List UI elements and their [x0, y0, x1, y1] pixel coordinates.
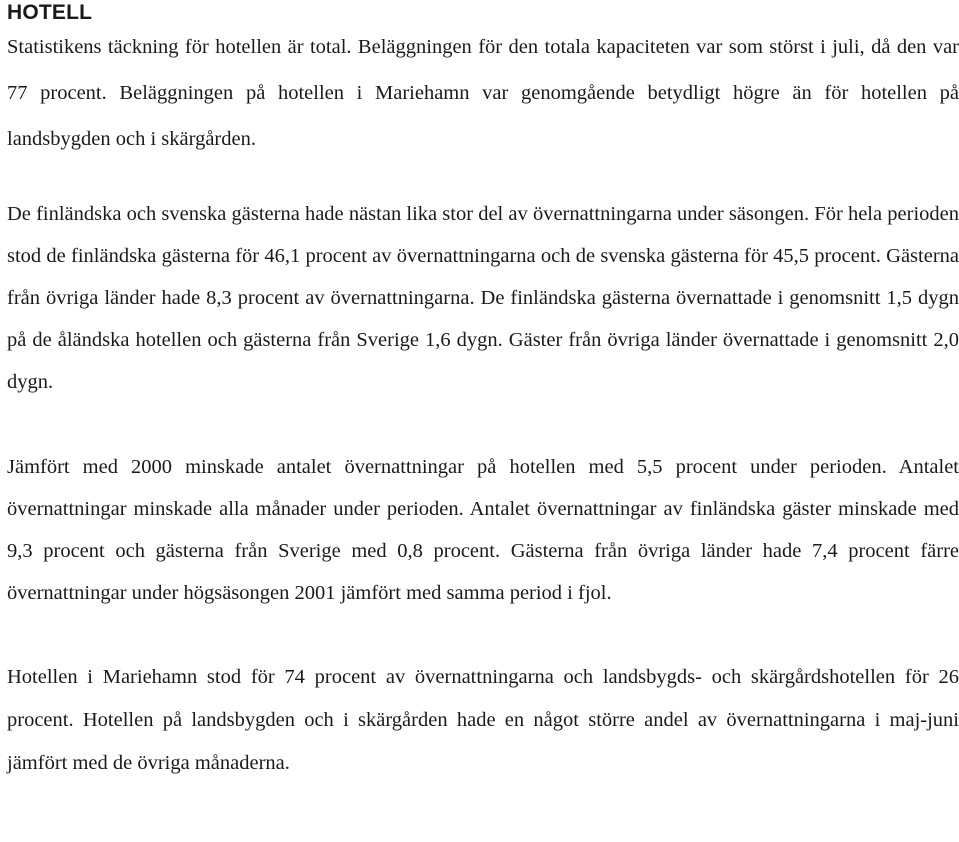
- document-page: [7, 0, 959, 785]
- paragraph-hotel-coverage: Statistikens täckning för hotellen är total. Beläggningen för den totala kapaciteten var som störst i juli, då den var 77 procent. Beläggningen på hotellen i Mariehamn var genomgående betydligt högre än för hotellen på landsbygden och i skärgården.: [7, 36, 959, 150]
- section-heading: HOTELL: [7, 1, 93, 24]
- paragraph-yearly-comparison: Jämfört med 2000 minskade antalet övernattningar på hotellen med 5,5 procent under perioden. Antalet övernattningar minskade alla månader under perioden. Antalet övernattningar av finländska gäster minskade med 9,3 procent och gästerna från Sverige med 0,8 procent. Gästerna från övriga länder hade 7,4 procent färre övernattningar under högsäsongen 2001 jämfört med samma period i fjol.: [7, 456, 959, 604]
- paragraph-guest-nationality: De finländska och svenska gästerna hade nästan lika stor del av övernattningarna under säsongen. För hela perioden stod de finländska gästerna för 46,1 procent av övernattningarna och de svenska gästerna för 45,5 procent. Gästerna från övriga länder hade 8,3 procent av övernattningarna. De finländska gästerna övernattade i genomsnitt 1,5 dygn på de åländska hotellen och gästerna från Sverige 1,6 dygn. Gäster från övriga länder övernattade i genomsnitt 2,0 dygn.: [7, 203, 959, 393]
- paragraph-regional-share: Hotellen i Mariehamn stod för 74 procent av övernattningarna och landsbygds- och skärgårdshotellen för 26 procent. Hotellen på landsbygden och i skärgården hade en något större andel av övernattningarna i maj-juni jämfört med de övriga månaderna.: [7, 666, 959, 774]
